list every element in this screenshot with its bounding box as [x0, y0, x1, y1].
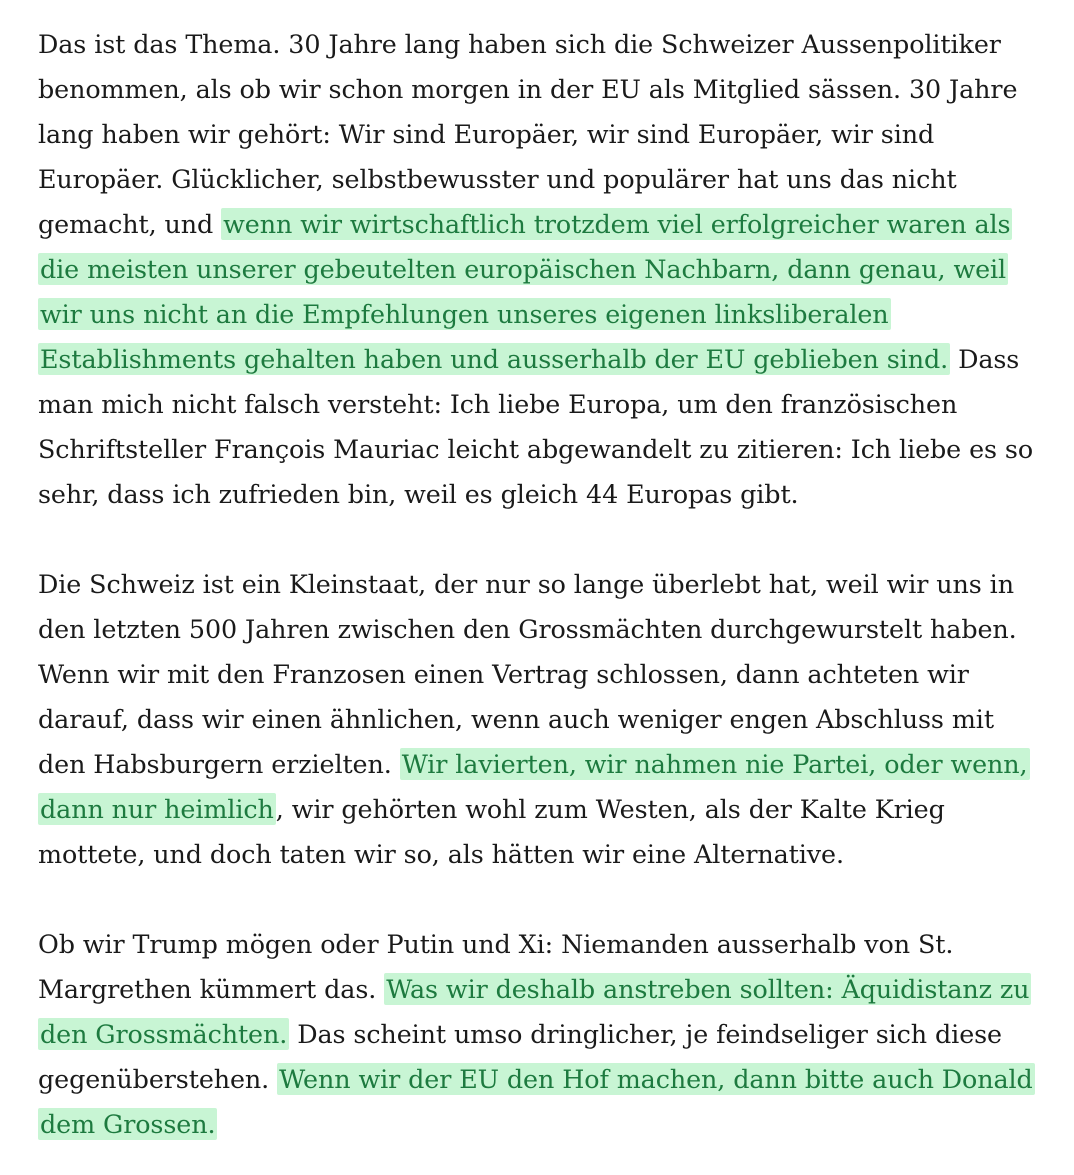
text-segment: Ob wir Trump mögen oder Putin und Xi: Niemanden ausserhalb von St. Margrethen kümmert das. [38, 929, 954, 1004]
paragraph-2 [38, 562, 1040, 877]
text-segment: Das ist das Thema. 30 Jahre lang haben sich die Schweizer Aussenpolitiker benommen, als ob wir schon morgen in der EU als Mitglied sässen. 30 Jahre lang haben wir gehört: Wir sind Europäer, wir sind Europäer, wir sind Europäer. Glücklicher, selbstbewusster und populärer hat uns das nicht gemacht, und [38, 29, 1018, 239]
highlighted-passage[interactable]: Was wir deshalb anstreben sollten: Äquidistanz zu den Grossmächten. [40, 974, 1030, 1049]
highlighted-passage[interactable]: Wir lavierten, wir nahmen nie Partei, oder wenn, dann nur heimlich [40, 749, 1028, 824]
text-segment: Dass man mich nicht falsch versteht: Ich liebe Europa, um den französischen Schriftsteller François Mauriac leicht abgewandelt zu zitieren: Ich liebe es so sehr, dass ich zufrieden bin, weil es gleich 44 Europas gibt. [38, 344, 1034, 509]
text-segment: Das scheint umso dringlicher, je feindseliger sich diese gegenüberstehen. [38, 1019, 1002, 1094]
article-body [38, 22, 1040, 1147]
highlighted-passage[interactable]: Wenn wir der EU den Hof machen, dann bitte auch Donald dem Grossen. [40, 1064, 1033, 1139]
highlighted-passage[interactable]: wenn wir wirtschaftlich trotzdem viel erfolgreicher waren als die meisten unserer gebeutelten europäischen Nachbarn, dann genau, weil wir uns nicht an die Empfehlungen unseres eigenen linksliberalen Establishments gehalten haben und ausserhalb der EU geblieben sind. [40, 209, 1011, 374]
text-segment: Die Schweiz ist ein Kleinstaat, der nur so lange überlebt hat, weil wir uns in den letzten 500 Jahren zwischen den Grossmächten durchgewurstelt haben. Wenn wir mit den Franzosen einen Vertrag schlossen, dann achteten wir darauf, dass wir einen ähnlichen, wenn auch weniger engen Abschluss mit den Habsburgern erzielten. [38, 569, 1017, 779]
text-segment: , wir gehörten wohl zum Westen, als der Kalte Krieg mottete, und doch taten wir so, als hätten wir eine Alternative. [38, 794, 945, 869]
paragraph-1 [38, 22, 1040, 517]
paragraph-3 [38, 922, 1040, 1147]
